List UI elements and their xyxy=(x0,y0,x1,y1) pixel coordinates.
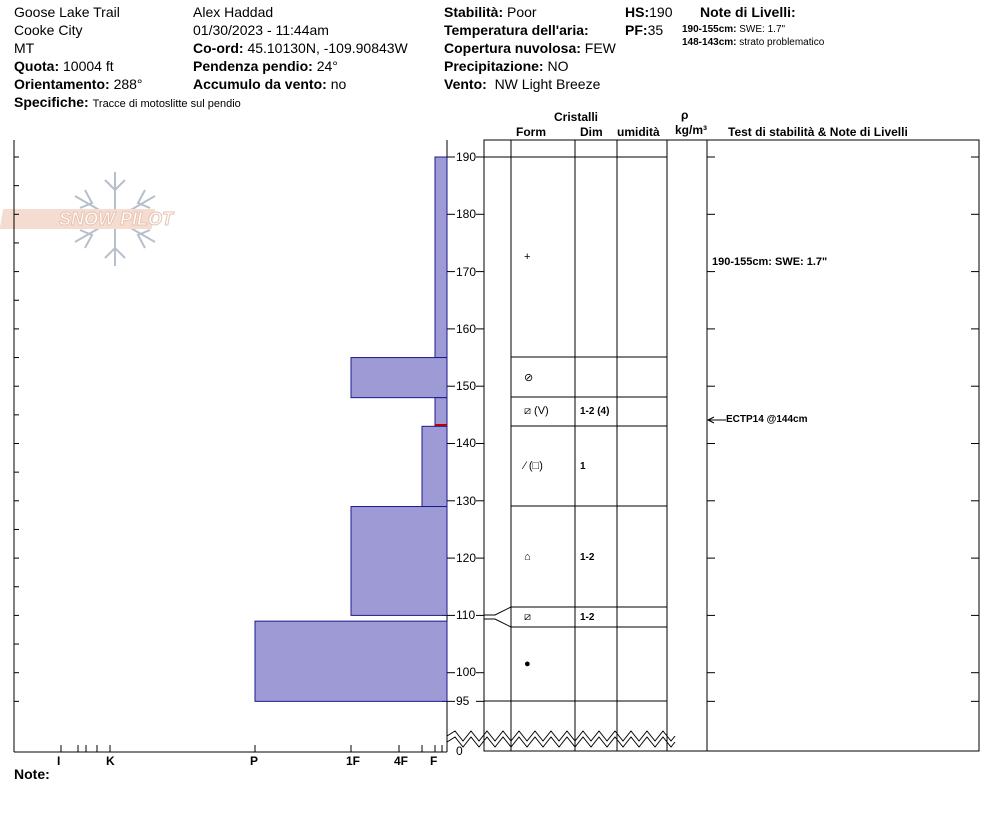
air-temp-label: Temperatura dell'aria: xyxy=(444,22,589,38)
hardness-label-i: I xyxy=(57,754,61,768)
depth-label-150: 150 xyxy=(456,379,477,393)
moisture-header: umidità xyxy=(617,125,660,139)
wind-loading-label: Accumulo da vento: xyxy=(193,76,327,92)
layer-note-2-range: 148-143cm: xyxy=(682,37,737,48)
snowpilot-logo xyxy=(0,172,175,266)
depth-label-100: 100 xyxy=(456,665,477,679)
crystal-form-row-3: ⧄ (V) xyxy=(524,405,549,417)
axis-break xyxy=(447,731,675,747)
crystal-size-row-5: 1-2 xyxy=(580,552,595,563)
form-header: Form xyxy=(516,125,546,139)
depth-label-170: 170 xyxy=(456,265,477,279)
hardness-label-p: P xyxy=(250,754,259,768)
hardness-label-k: K xyxy=(106,754,115,768)
hardness-bar-5 xyxy=(351,507,447,616)
crystals-header: Cristalli xyxy=(554,110,599,124)
wind-label: Vento: xyxy=(444,76,487,92)
hardness-bar-2 xyxy=(351,358,447,398)
crystal-form-row-5: ⌂ xyxy=(524,551,531,563)
ectp-arrow xyxy=(708,417,726,423)
precip-value: NO xyxy=(547,58,569,74)
density-symbol: ρ xyxy=(681,108,689,122)
depth-label-190: 190 xyxy=(456,150,477,164)
aspect-label: Orientamento: xyxy=(14,76,110,92)
footer-notes-label: Note: xyxy=(14,766,50,782)
coord-label: Co-ord: xyxy=(193,40,244,56)
crystal-size-row-6: 1-2 xyxy=(580,612,595,623)
crystal-form-row-7: ● xyxy=(524,658,531,670)
site-area: Cooke City xyxy=(14,22,83,38)
crystal-table-frame xyxy=(484,140,979,751)
crystal-form-row-1: + xyxy=(524,251,531,263)
test-note-ectp: ECTP14 @144cm xyxy=(726,414,808,425)
hardness-bar-4 xyxy=(422,426,447,506)
hardness-bar-6 xyxy=(255,621,447,701)
sky-value: FEW xyxy=(584,40,616,56)
crystal-size-row-4: 1 xyxy=(580,461,586,472)
slope-value: 24° xyxy=(316,58,338,74)
site-state: MT xyxy=(14,40,35,56)
layer-note-2-text: strato problematico xyxy=(739,37,825,48)
stability-value: Poor xyxy=(507,4,537,20)
depth-label-120: 120 xyxy=(456,551,477,565)
wind-value: NW Light Breeze xyxy=(494,76,601,92)
depth-label-130: 130 xyxy=(456,494,477,508)
tests-header: Test di stabilità & Note di Livelli xyxy=(728,125,908,139)
stability-label: Stabilità: xyxy=(444,4,504,20)
hs-value: 190 xyxy=(649,4,673,20)
hardness-bars xyxy=(255,157,447,701)
size-header: Dim xyxy=(580,125,603,139)
site-notes-label: Specifiche: xyxy=(14,94,89,110)
pf-value: 35 xyxy=(647,22,664,38)
site-notes-value: Tracce di motoslitte sul pendio xyxy=(92,98,241,110)
elevation-value: 10004 ft xyxy=(63,58,114,74)
elevation-label: Quota: xyxy=(14,58,60,74)
hs-label: HS: xyxy=(625,4,650,20)
depth-label-0: 0 xyxy=(456,744,463,758)
observation-datetime: 01/30/2023 - 11:44am xyxy=(193,22,329,38)
coord-value: 45.10130N, -109.90843W xyxy=(247,40,408,56)
test-note-swe: 190-155cm: SWE: 1.7" xyxy=(712,256,828,268)
sky-label: Copertura nuvolosa: xyxy=(444,40,581,56)
hardness-bar-3 xyxy=(435,398,447,427)
slope-label: Pendenza pendio: xyxy=(193,58,313,74)
hardness-ticks xyxy=(61,745,442,752)
depth-label-180: 180 xyxy=(456,207,477,221)
hardness-bar-1 xyxy=(435,157,447,358)
depth-label-160: 160 xyxy=(456,322,477,336)
hardness-label-1f: 1F xyxy=(346,754,361,768)
site-name: Goose Lake Trail xyxy=(14,4,120,20)
precip-label: Precipitazione: xyxy=(444,58,544,74)
layer-notes-title: Note di Livelli: xyxy=(700,4,796,20)
crystal-form-row-4: ⁄ (□) xyxy=(524,460,543,472)
pf-label: PF: xyxy=(625,22,648,38)
observer-name: Alex Haddad xyxy=(193,4,274,20)
depth-label-95: 95 xyxy=(456,694,470,708)
crystal-size-row-3: 1-2 (4) xyxy=(580,406,610,417)
hardness-label-4f: 4F xyxy=(394,754,409,768)
hardness-label-f: F xyxy=(430,754,438,768)
aspect-value: 288° xyxy=(113,76,143,92)
layer-note-1-range: 190-155cm: xyxy=(682,24,737,35)
logo-text: SNOW PILOT xyxy=(59,209,173,229)
depth-label-140: 140 xyxy=(456,436,477,450)
wind-loading-value: no xyxy=(330,76,347,92)
crystal-form-row-2: ⊘ xyxy=(524,372,534,384)
density-unit: kg/m³ xyxy=(675,123,708,137)
depth-label-110: 110 xyxy=(456,608,476,622)
crystal-form-row-6: ⧄ xyxy=(524,611,531,623)
layer-note-1-text: SWE: 1.7" xyxy=(739,24,786,35)
